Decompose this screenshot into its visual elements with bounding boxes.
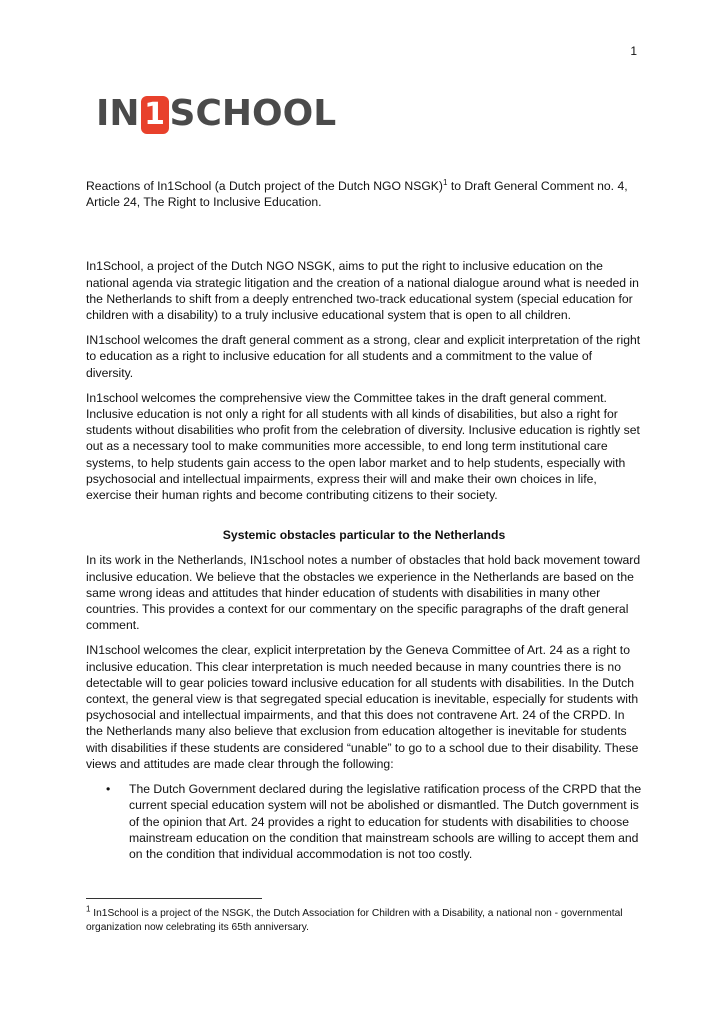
logo-text-right: SCHOOL: [169, 93, 337, 134]
intro-paragraph-2: IN1school welcomes the draft general comment as a strong, clear and explicit interpretation of the right to education as a right to inclusive education for all students and a commitment to the value of diversity.: [86, 333, 641, 380]
title-text: Reactions of In1School (a Dutch project of the Dutch NGO NSGK): [86, 179, 443, 193]
bullet-list: [86, 781, 642, 862]
title-rest: to Draft General Comment no. 4, Article 24, The Right to Inclusive Education.: [86, 179, 628, 210]
page-number: 1: [630, 44, 637, 58]
intro-paragraph-3: In1school welcomes the comprehensive view the Committee takes in the draft general comment. Inclusive education is not only a right for all students with all kinds of disabilities, but also a right for students without disabilities who profit from the celebration of diversity. Inclusive education is rightly set out as a necessary tool to make communities more accessible, to end long term institutional care systems, to help students gain access to the open labor market and to help students, especially with psychosocial and intellectual impairments, express their will and make their own choices in life, exercise their human rights and become contributing citizens to their society.: [86, 390, 640, 503]
document-title: [86, 178, 642, 210]
in1school-logo: [96, 92, 336, 136]
section-paragraph-1: In its work in the Netherlands, IN1school notes a number of obstacles that hold back movement toward inclusive education. We believe that the obstacles we experience in the Netherlands are based on the same wrong ideas and attitudes that hinder education of students with disabilities in many other countries. This provides a context for our commentary on the specific paragraphs of the draft general comment.: [86, 553, 641, 633]
intro-paragraph-1: In1School, a project of the Dutch NGO NSGK, aims to put the right to inclusive education on the national agenda via strategic litigation and the creation of a national dialogue around what is needed in the Netherlands to shift from a deeply entrenched two-track educational system (special education for children with a disability) to a truly inclusive educational system that is open to all children.: [86, 259, 639, 323]
footnote-text: In1School is a project of the NSGK, the Dutch Association for Children with a Disability, a national non - governmental organization now celebrating its 65th anniversary.: [86, 908, 623, 933]
footnote-marker: 1: [86, 904, 91, 914]
title-footnote-ref: 1: [442, 177, 448, 187]
bullet-item: • The Dutch Government declared during the legislative ratification process of the CRPD that the current special education system will not be abolished or dismantled. The Dutch government is of the opinion that Art. 24 provides a right to education for students with disabilities to choose mainstream education on the condition that mainstream schools are willing to accept them and on the condition that individual accommodation is not too costly.: [86, 781, 642, 862]
section-paragraph-2: IN1school welcomes the clear, explicit interpretation by the Geneva Committee of Art. 24 as a right to inclusive education. This clear interpretation is much needed because in many countries there is no detectable will to gear policies toward inclusive education for all students with disabilities. In the Dutch context, the general view is that segregated special education is inevitable, especially for students with psychosocial and intellectual impairments, and that this does not contravene Art. 24 of the CRPD. In the Netherlands many also believe that exclusion from education altogether is inevitable for students with disabilities if these students are considered “unable” to go to a school due to their disability. These views and attitudes are made clear through the following:: [86, 643, 639, 771]
section-heading: Systemic obstacles particular to the Netherlands: [222, 528, 506, 543]
footnote: [86, 904, 642, 935]
footnote-divider: [86, 898, 262, 899]
logo-number-mark: 1: [141, 96, 169, 134]
document-body: [86, 178, 642, 862]
logo-text-left: IN: [96, 93, 140, 134]
